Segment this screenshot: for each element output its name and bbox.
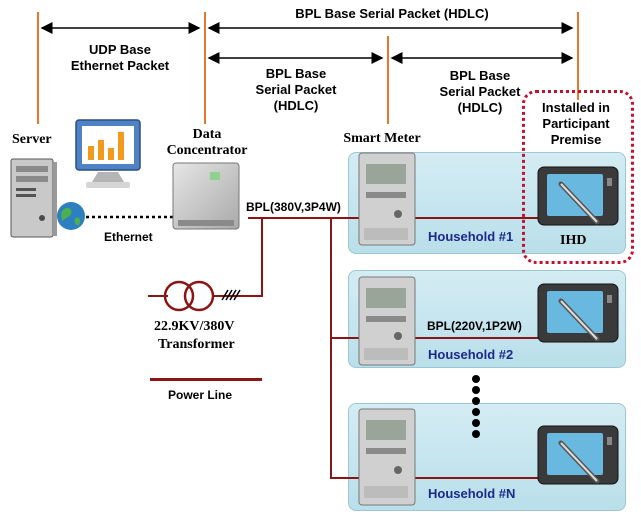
smart-meter-label: Smart Meter (343, 131, 421, 146)
smart-meter-icon (358, 276, 418, 368)
bpl-mid-line1: BPL Base (265, 66, 327, 81)
bpl-mid-line3: (HDLC) (273, 98, 319, 113)
server-tower-icon (10, 158, 58, 240)
ihd-label: IHD (560, 233, 587, 248)
ihd-tablet-icon (537, 166, 621, 228)
bpl-right-line3: (HDLC) (457, 100, 503, 115)
bpl-mid-line2: Serial Packet (255, 82, 337, 97)
udp-label-line1: UDP Base (89, 42, 151, 57)
bpl-380-label: BPL(380V,3P4W) (246, 200, 341, 214)
power-line-legend-swatch (150, 378, 262, 381)
transformer-line1: 22.9KV/380V (154, 319, 235, 334)
power-line-transformer-riser (261, 217, 263, 297)
top-packet-label: BPL Base Serial Packet (HDLC) (295, 6, 489, 21)
installed-line1: Installed in (542, 100, 610, 115)
ihd-tablet-icon (537, 425, 621, 487)
smart-meter-icon (358, 408, 418, 508)
ethernet-link (80, 212, 180, 222)
ellipsis-dot (472, 375, 480, 383)
ellipsis-dot (472, 419, 480, 427)
ellipsis-dot (472, 397, 480, 405)
household-n-label: Household #N (428, 486, 516, 501)
smart-meter-icon (358, 152, 418, 248)
ellipsis-dot (472, 386, 480, 394)
transformer-line2: Transformer (158, 337, 235, 352)
installed-line3: Premise (550, 132, 602, 147)
data-concentrator-line2: Concentrator (166, 143, 248, 158)
monitor-chart-icon (74, 118, 144, 190)
udp-label-line2: Ethernet Packet (70, 58, 170, 73)
bpl-220-label: BPL(220V,1P2W) (427, 319, 522, 333)
data-concentrator-box-icon (172, 162, 242, 234)
household-1-label: Household #1 (428, 229, 514, 244)
server-label: Server (12, 132, 52, 147)
power-line-feeder (330, 217, 332, 479)
ethernet-label: Ethernet (104, 230, 153, 244)
installed-line2: Participant (542, 116, 610, 131)
ihd-tablet-icon (537, 283, 621, 345)
power-line-legend-label: Power Line (168, 388, 233, 402)
ellipsis-dot (472, 430, 480, 438)
data-concentrator-line1: Data (192, 127, 222, 142)
bpl-right-line2: Serial Packet (439, 84, 521, 99)
globe-icon (55, 200, 87, 232)
bpl-right-line1: BPL Base (449, 68, 511, 83)
ellipsis-dot (472, 408, 480, 416)
household-2-label: Household #2 (428, 347, 514, 362)
transformer-icon (162, 276, 252, 316)
